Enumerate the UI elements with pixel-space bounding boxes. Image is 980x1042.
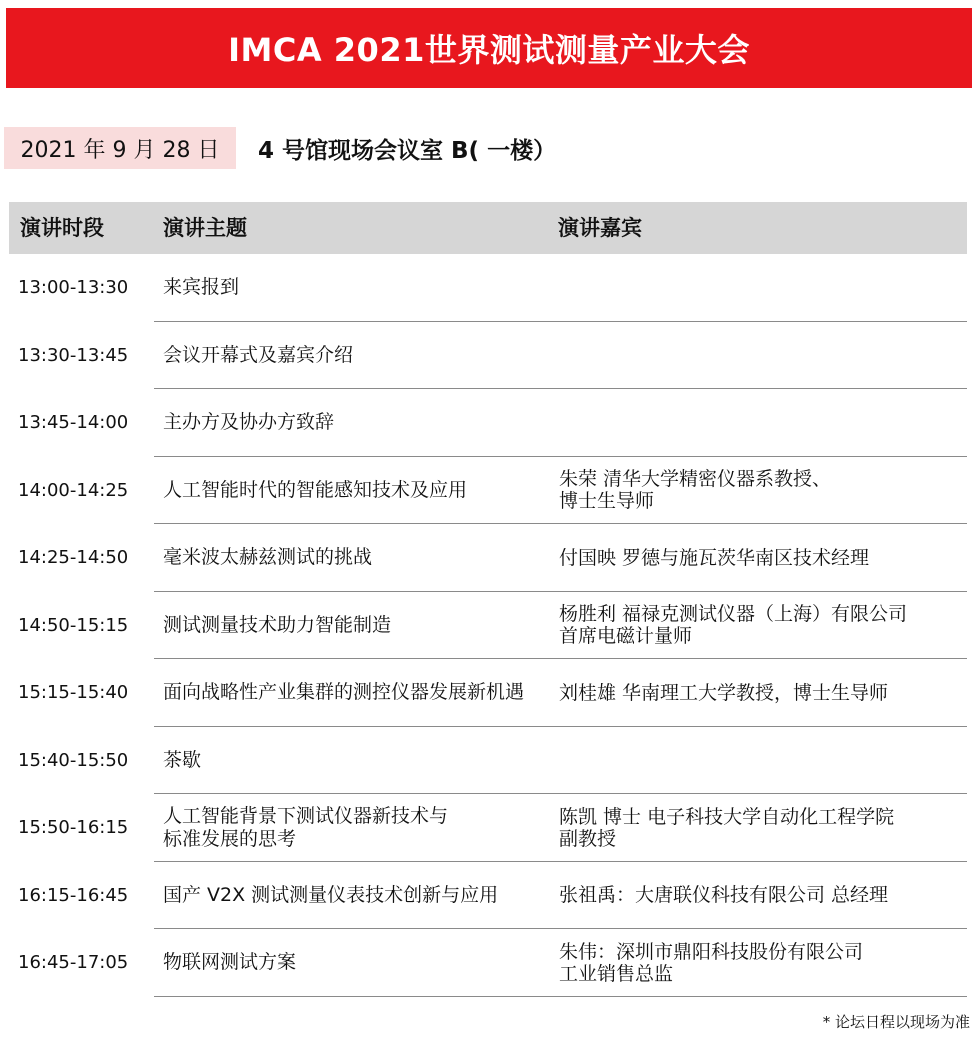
row-guest <box>559 929 967 997</box>
guest-line: 副教授 <box>559 827 617 850</box>
row-guest <box>559 254 967 322</box>
topic-line: 人工智能时代的智能感知技术及应用 <box>163 478 468 501</box>
table-row <box>9 794 967 862</box>
table-row <box>9 592 967 660</box>
guest-line: 首席电磁计量师 <box>559 625 693 648</box>
row-guest <box>559 659 967 727</box>
session-info <box>4 127 556 169</box>
column-header-topic: 演讲主题 <box>163 216 247 240</box>
table-row <box>9 929 967 997</box>
guest-line: 杨胜利 福禄克测试仪器（上海）有限公司 <box>559 603 908 626</box>
guest-line: 博士生导师 <box>559 490 655 513</box>
row-topic <box>163 929 548 997</box>
row-topic <box>163 862 548 930</box>
topic-line: 人工智能背景下测试仪器新技术与 <box>163 804 449 827</box>
guest-line: 刘桂雄 华南理工大学教授，博士生导师 <box>559 681 889 704</box>
table-header <box>9 202 967 254</box>
session-date: 2021 年 9 月 28 日 <box>4 127 236 169</box>
guest-line: 工业销售总监 <box>559 962 674 985</box>
topic-line: 毫米波太赫兹测试的挑战 <box>163 546 373 569</box>
row-time: 15:15-15:40 <box>18 682 129 704</box>
topic-line: 来宾报到 <box>163 276 240 299</box>
table-row <box>9 254 967 322</box>
row-time: 13:45-14:00 <box>18 412 129 434</box>
row-time: 14:00-14:25 <box>18 479 129 501</box>
topic-line: 测试测量技术助力智能制造 <box>163 613 392 636</box>
topic-line: 主办方及协办方致辞 <box>163 411 335 434</box>
page-title: IMCA 2021世界测试测量产业大会 <box>228 31 750 69</box>
row-topic <box>163 727 548 795</box>
guest-line: 张祖禹：大唐联仪科技有限公司 总经理 <box>559 884 889 907</box>
session-venue: 4 号馆现场会议室 B( 一楼） <box>258 137 557 164</box>
guest-line: 朱伟：深圳市鼎阳科技股份有限公司 <box>559 940 864 963</box>
table-row <box>9 524 967 592</box>
row-guest <box>559 794 967 862</box>
row-guest <box>559 727 967 795</box>
row-topic <box>163 524 548 592</box>
topic-line: 面向战略性产业集群的测控仪器发展新机遇 <box>163 681 525 704</box>
table-row <box>9 389 967 457</box>
row-time: 14:50-15:15 <box>18 614 129 636</box>
topic-line: 物联网测试方案 <box>163 951 297 974</box>
row-topic <box>163 457 548 525</box>
table-body <box>9 254 967 997</box>
footnote: * 论坛日程以现场为准 <box>822 1013 970 1031</box>
row-topic <box>163 592 548 660</box>
topic-line: 标准发展的思考 <box>163 827 297 850</box>
table-row <box>9 659 967 727</box>
row-time: 15:40-15:50 <box>18 749 129 771</box>
row-guest <box>559 457 967 525</box>
row-divider <box>154 996 967 997</box>
column-header-time: 演讲时段 <box>20 216 104 240</box>
row-topic <box>163 389 548 457</box>
row-time: 16:45-17:05 <box>18 952 129 974</box>
row-topic <box>163 254 548 322</box>
row-topic <box>163 659 548 727</box>
row-time: 15:50-16:15 <box>18 817 129 839</box>
row-topic <box>163 794 548 862</box>
row-time: 14:25-14:50 <box>18 547 129 569</box>
row-time: 16:15-16:45 <box>18 884 129 906</box>
topic-line: 会议开幕式及嘉宾介绍 <box>163 343 354 366</box>
table-row <box>9 862 967 930</box>
table-row <box>9 322 967 390</box>
guest-line: 朱荣 清华大学精密仪器系教授、 <box>559 468 832 491</box>
agenda-table <box>9 202 967 997</box>
topic-line: 国产 V2X 测试测量仪表技术创新与应用 <box>163 883 499 906</box>
row-topic <box>163 322 548 390</box>
title-banner <box>6 8 972 88</box>
guest-line: 陈凯 博士 电子科技大学自动化工程学院 <box>559 805 895 828</box>
table-row <box>9 727 967 795</box>
row-guest <box>559 862 967 930</box>
column-header-guest: 演讲嘉宾 <box>558 216 642 240</box>
topic-line: 茶歇 <box>163 748 202 771</box>
row-guest <box>559 322 967 390</box>
row-time: 13:30-13:45 <box>18 344 129 366</box>
row-time: 13:00-13:30 <box>18 277 129 299</box>
row-guest <box>559 389 967 457</box>
guest-line: 付国映 罗德与施瓦茨华南区技术经理 <box>559 546 870 569</box>
table-row <box>9 457 967 525</box>
row-guest <box>559 592 967 660</box>
row-guest <box>559 524 967 592</box>
